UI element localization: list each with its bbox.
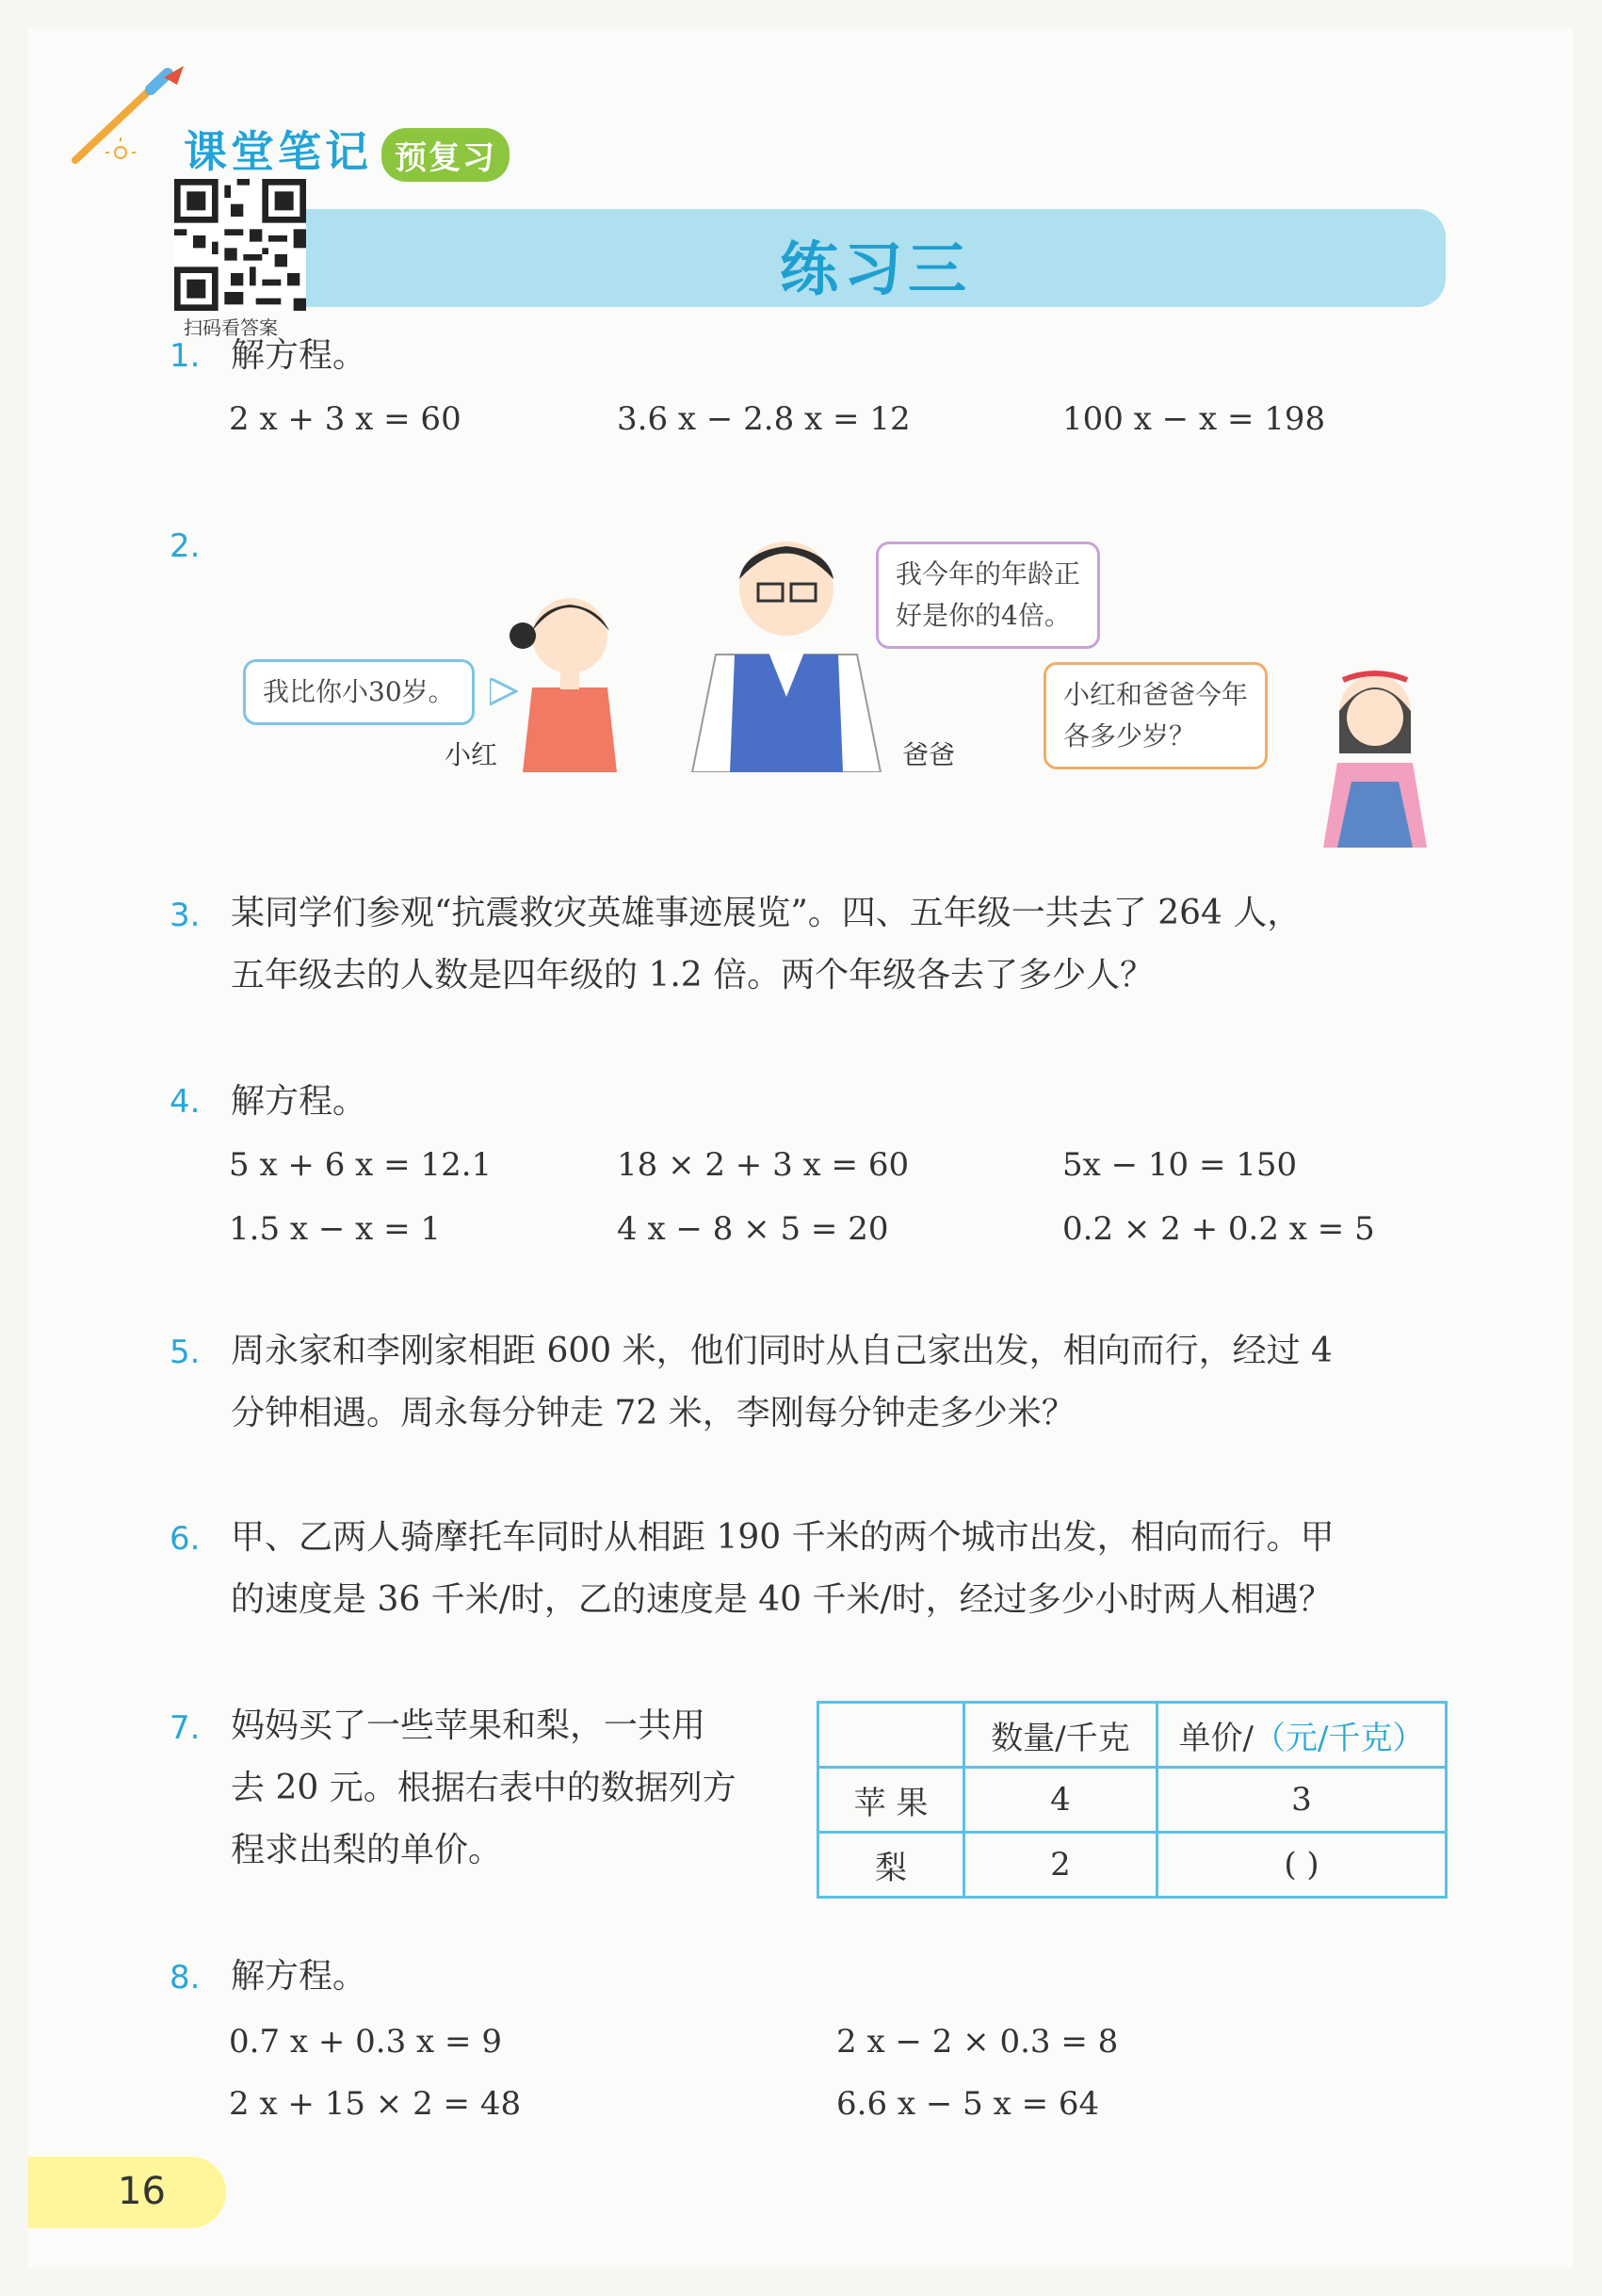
q1-equation-3: 100 x − x = 198 <box>1062 400 1326 438</box>
table-header-row <box>818 1703 1447 1768</box>
q8-equation-2: 2 x − 2 × 0.3 = 8 <box>836 2023 1119 2061</box>
q8-equation-3: 2 x + 15 × 2 = 48 <box>229 2085 522 2123</box>
title-band <box>306 209 1446 307</box>
qr-caption: 扫码看答案 <box>184 316 278 339</box>
qr-code-icon[interactable] <box>174 179 306 311</box>
q1-equation-1: 2 x + 3 x = 60 <box>229 400 461 438</box>
label-xiaohong: 小红 <box>445 739 498 770</box>
question-4-text: 解方程。 <box>231 1082 367 1121</box>
bubble-dad-line-2: 好是你的4倍。 <box>896 600 1071 631</box>
question-7-line-1: 妈妈买了一些苹果和梨，一共用 <box>231 1706 706 1745</box>
question-number-8: 8. <box>170 1959 201 1997</box>
question-7-text <box>231 1695 796 1882</box>
brand-badge: 预复习 <box>381 128 510 182</box>
q8-equation-4: 6.6 x − 5 x = 64 <box>836 2085 1100 2123</box>
question-1-text: 解方程。 <box>231 336 367 375</box>
question-3-text <box>231 882 1464 1007</box>
speech-bubble-xiaohong: 我比你小30岁。 <box>243 659 475 725</box>
question-5-line-1: 周永家和李刚家相距 600 米，他们同时从自己家出发，相向而行，经过 4 <box>231 1332 1333 1370</box>
dad-illustration <box>678 532 895 772</box>
table-cell-name: 梨 <box>818 1833 964 1898</box>
label-dad: 爸爸 <box>902 739 956 770</box>
table-row <box>818 1833 1447 1898</box>
xiaohong-illustration <box>494 584 655 772</box>
page-number-badge <box>28 2157 226 2228</box>
q4-equation-3: 5x − 10 = 150 <box>1062 1146 1298 1184</box>
question-5-text <box>231 1320 1464 1445</box>
q4-equation-4: 1.5 x − x = 1 <box>229 1210 442 1248</box>
question-number-5: 5. <box>170 1334 201 1371</box>
page-title: 练习三 <box>779 234 972 303</box>
question-7-line-3: 程求出梨的单价。 <box>231 1831 503 1869</box>
question-6-text <box>231 1507 1464 1631</box>
bubble-girl-line-1: 小红和爸爸今年 <box>1063 679 1249 710</box>
table-header-empty <box>818 1703 964 1768</box>
brand-text: 课堂笔记 <box>184 126 372 177</box>
q4-equation-1: 5 x + 6 x = 12.1 <box>229 1146 493 1184</box>
question-number-2: 2. <box>170 527 201 565</box>
speech-bubble-girl <box>1044 662 1268 769</box>
table-cell-price: 3 <box>1157 1768 1447 1833</box>
question-7-line-2: 去 20 元。根据右表中的数据列方 <box>231 1769 736 1807</box>
table-cell-price: ( ) <box>1157 1833 1447 1898</box>
table-cell-name: 苹 果 <box>818 1768 964 1833</box>
question-6-line-1: 甲、乙两人骑摩托车同时从相距 190 千米的两个城市出发，相向而行。甲 <box>231 1518 1335 1557</box>
q4-equation-2: 18 × 2 + 3 x = 60 <box>617 1146 910 1184</box>
speech-bubble-dad <box>876 542 1100 649</box>
page-number: 16 <box>118 2170 166 2213</box>
table-header-qty: 数量/千克 <box>964 1703 1157 1768</box>
brand-logo <box>184 118 510 182</box>
question-number-6: 6. <box>170 1520 201 1558</box>
q4-equation-5: 4 x − 8 × 5 = 20 <box>617 1210 889 1248</box>
table-cell-qty: 2 <box>964 1833 1157 1898</box>
question-number-4: 4. <box>170 1083 201 1121</box>
question-8-text: 解方程。 <box>231 1957 367 1996</box>
q4-equation-6: 0.2 × 2 + 0.2 x = 5 <box>1062 1210 1375 1248</box>
question-5-line-2: 分钟相遇。周永每分钟走 72 米，李刚每分钟走多少米？ <box>231 1394 1076 1432</box>
bubble-girl-line-2: 各多少岁？ <box>1063 720 1196 752</box>
question-3-line-1: 某同学们参观“抗震救灾英雄事迹展览”。四、五年级一共去了 264 人， <box>231 894 1302 932</box>
price-table <box>817 1701 1448 1899</box>
table-header-price-unit: （元/千克） <box>1254 1719 1425 1757</box>
bubble-dad-line-1: 我今年的年龄正 <box>896 558 1081 590</box>
q8-equation-1: 0.7 x + 0.3 x = 9 <box>229 2023 502 2061</box>
table-header-price-prefix: 单价/ <box>1178 1719 1254 1757</box>
table-header-price <box>1157 1703 1447 1768</box>
table-row <box>818 1768 1447 1833</box>
question-6-line-2: 的速度是 36 千米/时，乙的速度是 40 千米/时，经过多少小时两人相遇？ <box>231 1580 1333 1619</box>
table-cell-qty: 4 <box>964 1768 1157 1833</box>
question-3-line-2: 五年级去的人数是四年级的 1.2 倍。两个年级各去了多少人？ <box>231 956 1155 994</box>
question-number-1: 1. <box>170 337 201 375</box>
q1-equation-2: 3.6 x − 2.8 x = 12 <box>617 400 911 438</box>
girl-illustration <box>1309 659 1441 848</box>
question-number-3: 3. <box>170 897 201 934</box>
question-number-7: 7. <box>170 1709 201 1747</box>
paintbrush-icon <box>66 66 188 170</box>
